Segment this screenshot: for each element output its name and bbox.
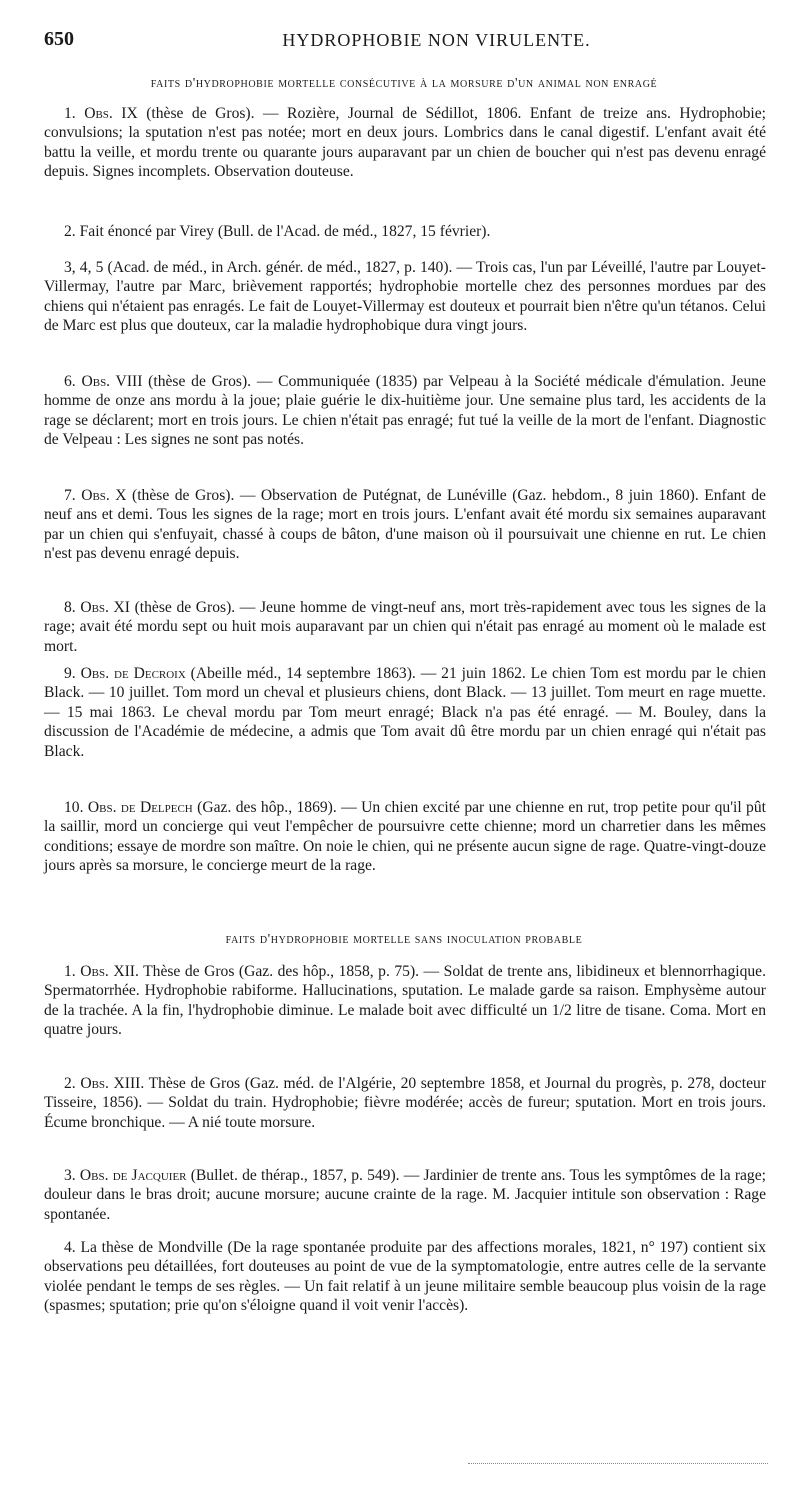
obs-text: La thèse de Mondville (De la rage spontanée produite par des affections morales, 1821, n° 197) contient six observations peu détaillées, fort douteuses au point de vue de la symptomatologie, entre autres celle de la servante violée pendant le temps de ses règles. — Un fait relatif à un jeune militaire semble beaucoup plus voisin de la rage (spasmes; sputation; prie qu'on s'éloigne quand il voit venir l'accès). bbox=[44, 1239, 766, 1315]
obs-text: (thèse de Gros). — Observation de Putégnat, de Lunéville (Gaz. hebdom., 8 juin 1860). Enfant de neuf ans et demi. Tous les signes de la rage; mort en trois jours. L'enfant avait été mordu six semaines auparavant par un chien qui s'enfuyait, chassé à coups de bâton, d'une maison où il poursuivait une chienne en rut. Le chien n'est pas devenu enragé depuis. bbox=[44, 487, 766, 563]
obs-number: 2. bbox=[64, 223, 76, 240]
observation-paragraph bbox=[44, 798, 766, 876]
obs-label: Obs. XI bbox=[80, 599, 130, 616]
obs-number: 10. bbox=[64, 799, 84, 816]
obs-label: Obs. de Delpech bbox=[87, 799, 193, 816]
obs-label: Obs. XIII. bbox=[80, 1075, 145, 1092]
obs-label: Obs. VIII bbox=[81, 373, 143, 390]
obs-number: 3, 4, 5 bbox=[64, 259, 104, 276]
obs-text: (thèse de Gros). — Jeune homme de vingt-neuf ans, mort très-rapidement avec tous les signes de la rage; avait été mordu sept ou huit mois auparavant par un chien qui n'était pas enragé au moment où le malade est mort. bbox=[44, 599, 767, 655]
obs-label: Obs. IX bbox=[84, 105, 138, 122]
obs-text: (Bullet. de thérap., 1857, p. 549). — Jardinier de trente ans. Tous les symptômes de la rage; douleur dans le bras droit; aucune morsure; aucune crainte de la rage. M. Jacquier intitule son observation : Rage spontanée. bbox=[44, 1167, 766, 1223]
observation-paragraph bbox=[44, 1074, 766, 1132]
obs-label: Obs. XII. bbox=[80, 963, 139, 980]
obs-number: 9. bbox=[64, 665, 76, 682]
obs-label: Obs. de Decroix bbox=[80, 665, 186, 682]
obs-text: Thèse de Gros (Gaz. méd. de l'Algérie, 20 septembre 1858, et Journal du progrès, p. 278, docteur Tisseire, 1856). — Soldat du train. Hydrophobie; fièvre modérée; accès de fureur; sputation. Mort en trois jours. Écume bronchique. — A nié toute morsure. bbox=[44, 1075, 766, 1131]
section-heading: faits d'hydrophobie mortelle sans inoculation probable bbox=[225, 932, 583, 947]
obs-number: 1. bbox=[64, 963, 76, 980]
observation-paragraph bbox=[44, 598, 766, 656]
footer-dotted-line bbox=[468, 1463, 768, 1465]
running-title: HYDROPHOBIE NON VIRULENTE. bbox=[282, 30, 591, 50]
observation-paragraph bbox=[44, 1238, 766, 1316]
obs-text: Thèse de Gros (Gaz. des hôp., 1858, p. 75). — Soldat de trente ans, libidineux et blennorrhagique. Spermatorrhée. Hydrophobie rabiforme. Hallucinations, sputation. Le malade garde sa raison. Emphysème autour de la trachée. A la fin, l'hydrophobie diminue. Le malade boit avec difficulté un 1/2 litre de tisane. Coma. Mort en quatre jours. bbox=[44, 963, 767, 1039]
obs-text: (thèse de Gros). — Communiquée (1835) par Velpeau à la Société médicale d'émulation. Jeune homme de onze ans mordu à la joue; plaie guérie le dix-huitième jour. Une semaine plus tard, les accidents de la rage se déclarent; mort en trois jours. Le chien n'était pas enragé; fut tué la veille de la mort de l'enfant. Diagnostic de Velpeau : Les signes ne sont pas notés. bbox=[44, 373, 766, 449]
obs-text: (Acad. de méd., in Arch. génér. de méd., 1827, p. 140). — Trois cas, l'un par Léveillé, l'autre par Louyet-Villermay, l'autre par Marc, brièvement rapportés; hydrophobie mortelle chez des personnes mordues par des chiens qui n'étaient pas enragés. Le fait de Louyet-Villermay est douteux et pourrait bien n'être qu'un tétanos. Celui de Marc est plus que douteux, car la maladie hydrophobique dura vingt jours. bbox=[44, 259, 767, 335]
obs-label: Obs. X bbox=[81, 487, 127, 504]
obs-number: 6. bbox=[64, 373, 76, 390]
obs-number: 4. bbox=[64, 1239, 76, 1256]
observation-paragraph bbox=[44, 1166, 766, 1224]
obs-text: (thèse de Gros). — Rozière, Journal de Sédillot, 1806. Enfant de treize ans. Hydrophobie; convulsions; la sputation n'est pas notée; mort en deux jours. Lombrics dans le canal digestif. L'enfant avait été battu la veille, et mordu trente ou quarante jours auparavant par un chien de boucher qui n'est pas devenu enragé depuis. Signes incomplets. Observation douteuse. bbox=[44, 105, 767, 181]
observation-paragraph bbox=[44, 372, 766, 450]
obs-text: Fait énoncé par Virey (Bull. de l'Acad. de méd., 1827, 15 février). bbox=[79, 223, 491, 240]
obs-number: 1. bbox=[64, 105, 76, 122]
obs-number: 2. bbox=[64, 1075, 76, 1092]
running-head bbox=[44, 28, 769, 58]
observation-paragraph bbox=[44, 962, 766, 1040]
obs-number: 3. bbox=[64, 1167, 76, 1184]
section-heading: faits d'hydrophobie mortelle consécutive à la morsure d'un animal non enragé bbox=[150, 76, 658, 91]
obs-number: 7. bbox=[64, 487, 76, 504]
observation-paragraph bbox=[44, 486, 766, 564]
obs-label: Obs. de Jacquier bbox=[79, 1167, 187, 1184]
obs-number: 8. bbox=[64, 599, 76, 616]
observation-paragraph bbox=[44, 104, 766, 182]
page-number: 650 bbox=[44, 28, 74, 50]
observation-paragraph bbox=[44, 664, 766, 761]
observation-paragraph bbox=[44, 258, 766, 336]
obs-text: (Gaz. des hôp., 1869). — Un chien excité par une chienne en rut, trop petite pour qu'il pût la saillir, mord un concierge qui veut l'empêcher de poursuivre cette chienne; mord un charretier dans les mêmes conditions; essaye de mordre son maître. On noie le chien, qui ne présente aucun signe de rage. Quatre-vingt-douze jours après sa morsure, le concierge meurt de la rage. bbox=[44, 799, 766, 875]
obs-text: (Abeille méd., 14 septembre 1863). — 21 juin 1862. Le chien Tom est mordu par le chien Black. — 10 juillet. Tom mord un cheval et plusieurs chiens, dont Black. — 13 juillet. Tom meurt en rage muette. — 15 mai 1863. Le cheval mordu par Tom meurt enragé; Black n'a pas été enragé. — M. Bouley, dans la discussion de l'Académie de médecine, a admis que Tom avait dû être mordu par un chien enragé qui n'était pas Black. bbox=[44, 665, 767, 760]
observation-paragraph bbox=[44, 222, 766, 241]
